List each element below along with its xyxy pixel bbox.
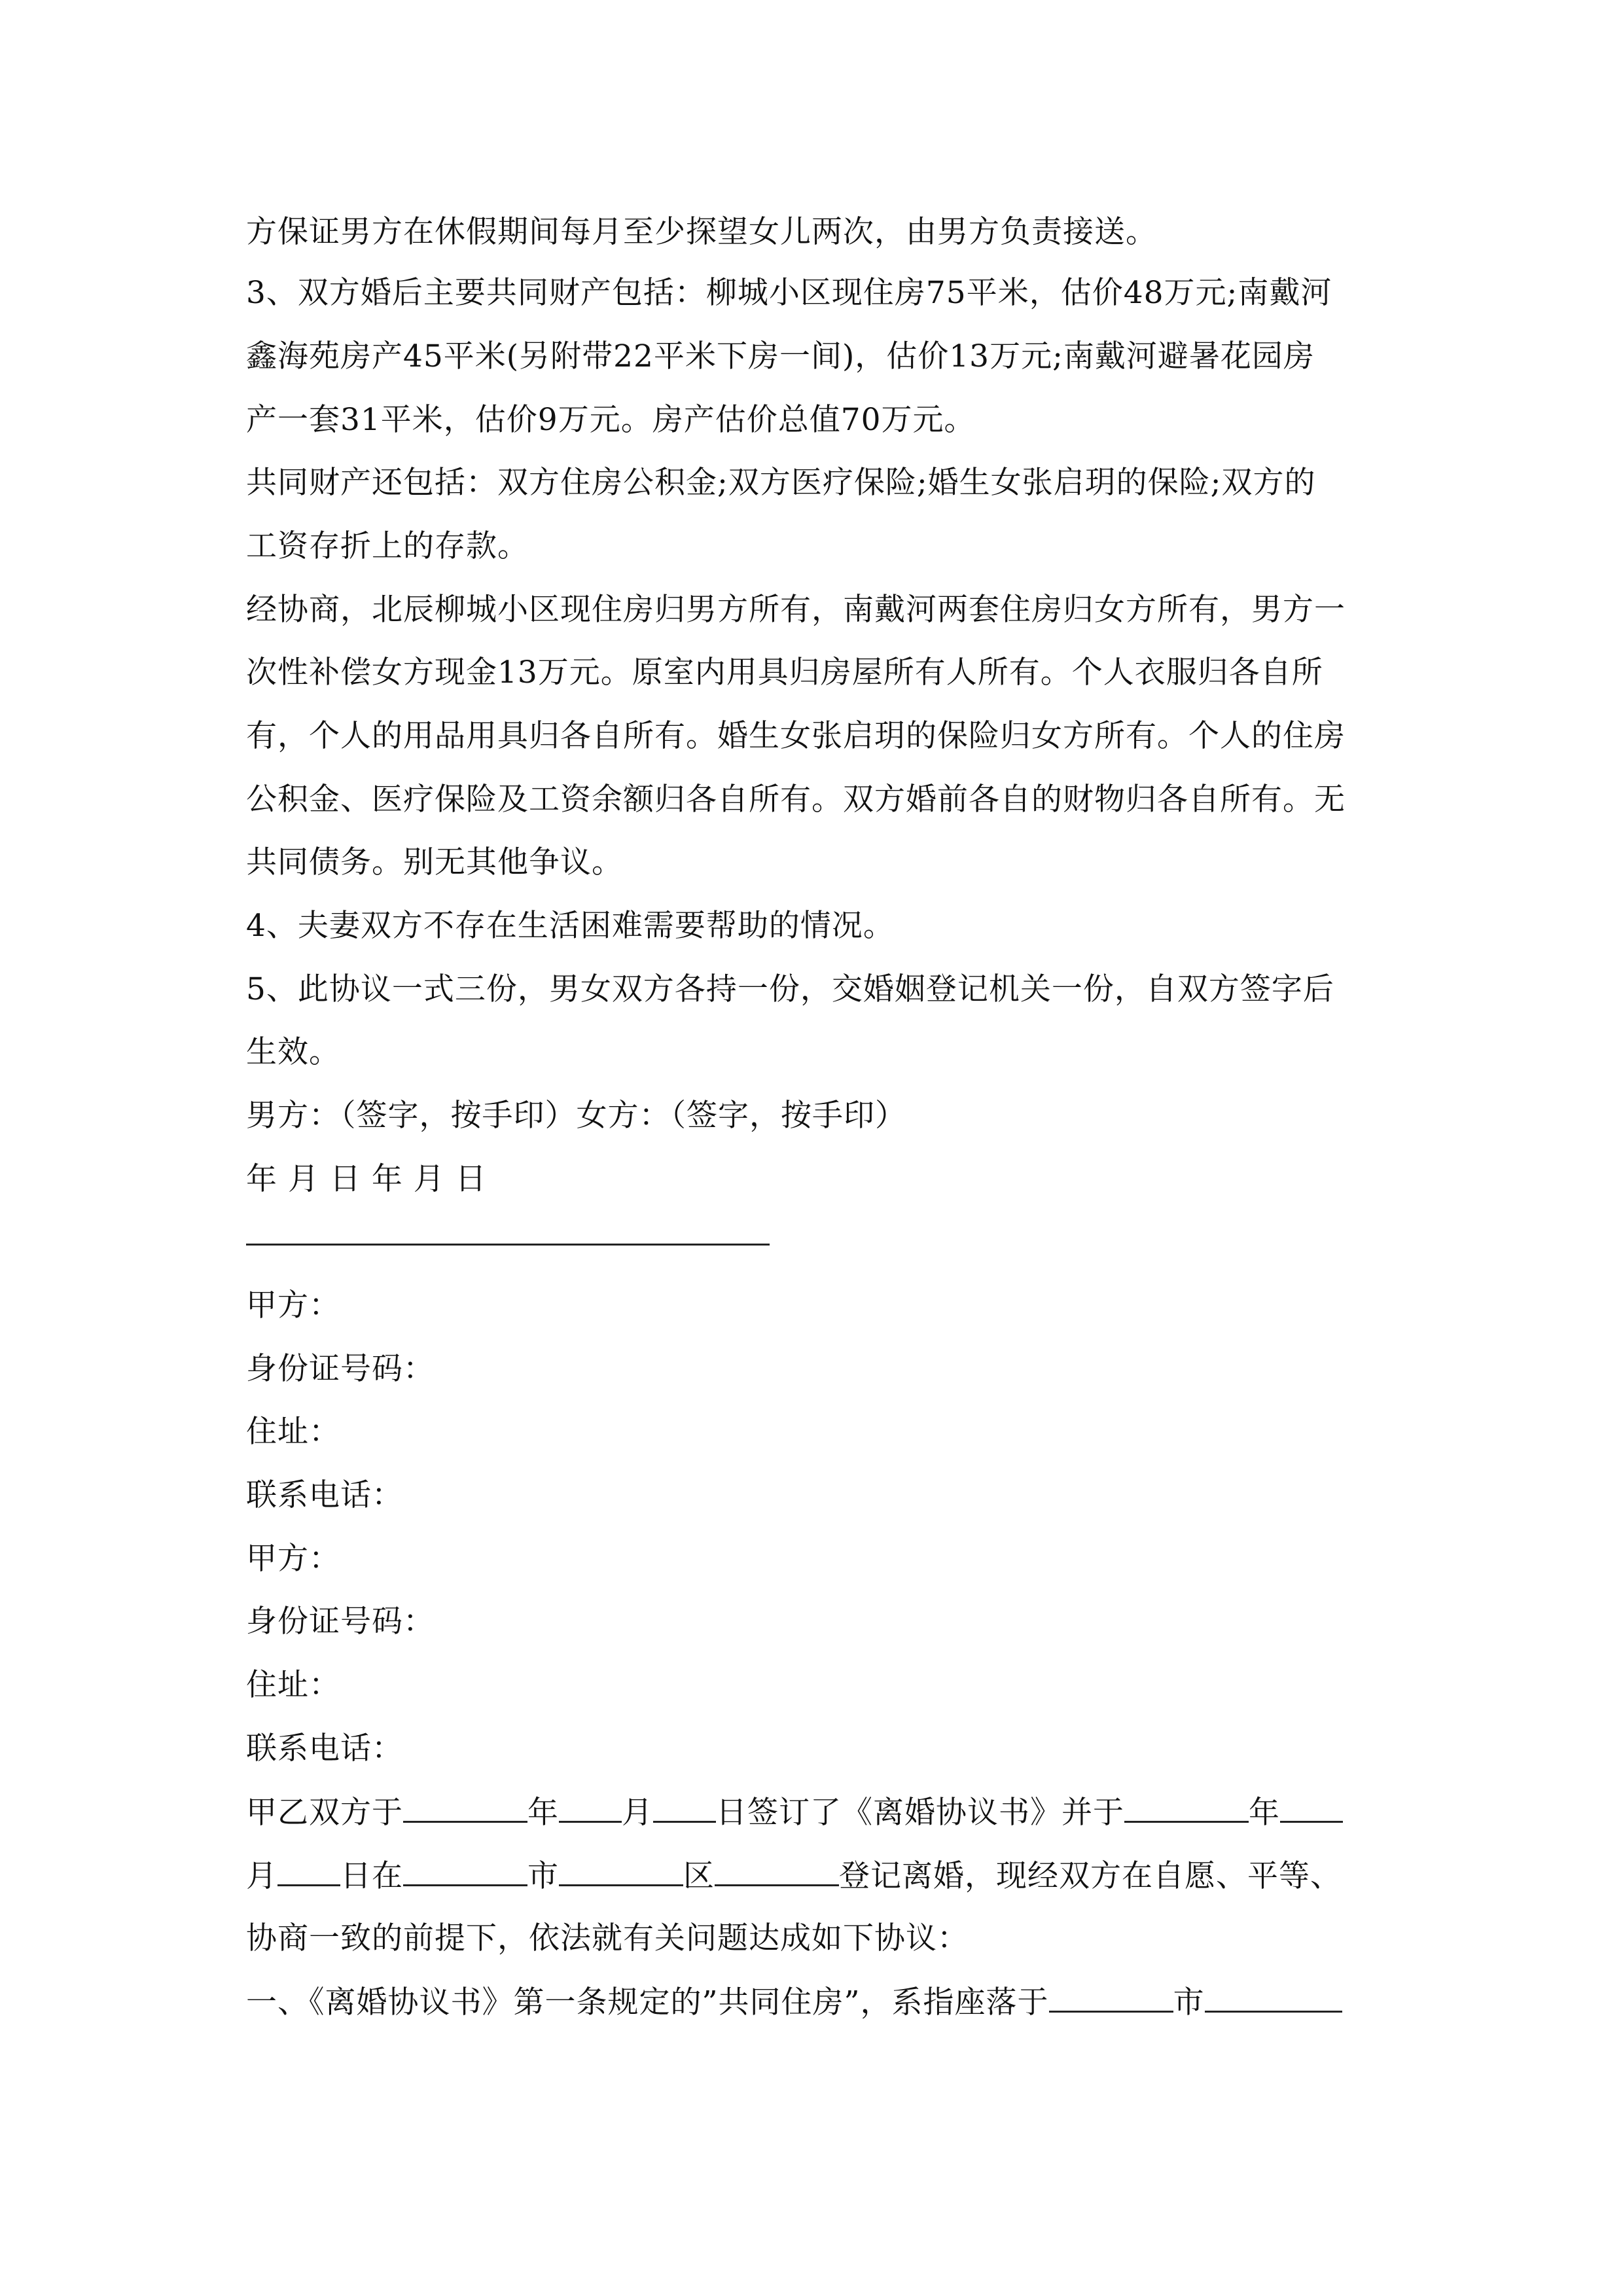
year-blank bbox=[1124, 1792, 1249, 1823]
location-blank bbox=[1205, 1982, 1342, 2013]
agreement-line bbox=[246, 1982, 1398, 2022]
day-blank bbox=[653, 1792, 716, 1823]
phone-label: 联系电话： bbox=[246, 1731, 403, 1767]
phone-label: 联系电话： bbox=[246, 1477, 403, 1513]
paragraph-line: 鑫海苑房产45平米(另附带22平米下房一间)，估价13万元;南戴河避暑花园房 bbox=[246, 338, 1315, 374]
agreement-text: 区 bbox=[683, 1858, 715, 1894]
paragraph-line: 共同债务。别无其他争议。 bbox=[246, 844, 623, 880]
agreement-line bbox=[246, 1792, 1398, 1833]
year-blank bbox=[403, 1792, 527, 1823]
paragraph-line: 次性补偿女方现金13万元。原室内用具归房屋所有人所有。个人衣服归各自所 bbox=[246, 655, 1323, 691]
agreement-text: 市 bbox=[1173, 1984, 1205, 2020]
party-a-label: 甲方： bbox=[246, 1541, 340, 1577]
address-label: 住址： bbox=[246, 1667, 340, 1703]
agreement-text: 日签订了《离婚协议书》并于 bbox=[716, 1795, 1124, 1831]
agreement-text: 月 bbox=[622, 1795, 653, 1831]
paragraph-line: 经协商，北辰柳城小区现住房归男方所有，南戴河两套住房归女方所有，男方一 bbox=[246, 592, 1346, 628]
section-divider bbox=[246, 1244, 770, 1246]
signature-line: 男方：（签字，按手印）女方：（签字，按手印） bbox=[246, 1098, 906, 1134]
paragraph-line: 产一套31平米，估价9万元。房产估价总值70万元。 bbox=[246, 402, 976, 438]
office-blank bbox=[715, 1856, 839, 1886]
paragraph-line: 工资存折上的存款。 bbox=[246, 528, 529, 564]
agreement-text: 登记离婚，现经双方在自愿、平等、 bbox=[839, 1858, 1342, 1894]
agreement-text: 年 bbox=[527, 1795, 559, 1831]
district-blank bbox=[559, 1856, 683, 1886]
agreement-text: 日在 bbox=[340, 1858, 403, 1894]
paragraph-line: 生效。 bbox=[246, 1034, 340, 1070]
month-blank bbox=[559, 1792, 622, 1823]
address-label: 住址： bbox=[246, 1414, 340, 1450]
id-number-label: 身份证号码： bbox=[246, 1604, 435, 1640]
day-blank bbox=[277, 1856, 340, 1886]
id-number-label: 身份证号码： bbox=[246, 1351, 435, 1387]
paragraph-line: 方保证男方在休假期间每月至少探望女儿两次，由男方负责接送。 bbox=[246, 214, 1157, 250]
paragraph-line: 公积金、医疗保险及工资余额归各自所有。双方婚前各自的财物归各自所有。无 bbox=[246, 781, 1346, 817]
agreement-text: 月 bbox=[246, 1858, 277, 1894]
paragraph-line: 3、双方婚后主要共同财产包括：柳城小区现住房75平米，估价48万元;南戴河 bbox=[246, 275, 1332, 311]
paragraph-line: 共同财产还包括：双方住房公积金;双方医疗保险;婚生女张启玥的保险;双方的 bbox=[246, 465, 1316, 501]
date-line: 年 月 日 年 月 日 bbox=[246, 1161, 487, 1197]
agreement-text: 年 bbox=[1249, 1795, 1280, 1831]
party-a-label: 甲方： bbox=[246, 1287, 340, 1323]
city-blank bbox=[1049, 1982, 1173, 2013]
paragraph-line: 4、夫妻双方不存在生活困难需要帮助的情况。 bbox=[246, 908, 895, 944]
agreement-text: 甲乙双方于 bbox=[246, 1795, 403, 1831]
agreement-line: 协商一致的前提下，依法就有关问题达成如下协议： bbox=[246, 1920, 969, 1956]
agreement-text: 一、《离婚协议书》第一条规定的”共同住房”，系指座落于 bbox=[246, 1984, 1049, 2020]
city-blank bbox=[403, 1856, 527, 1886]
month-blank bbox=[1280, 1792, 1343, 1823]
paragraph-line: 有，个人的用品用具归各自所有。婚生女张启玥的保险归女方所有。个人的住房 bbox=[246, 718, 1346, 754]
agreement-text: 市 bbox=[527, 1858, 559, 1894]
paragraph-line: 5、此协议一式三份，男女双方各持一份，交婚姻登记机关一份，自双方签字后 bbox=[246, 971, 1334, 1007]
agreement-line bbox=[246, 1856, 1398, 1896]
